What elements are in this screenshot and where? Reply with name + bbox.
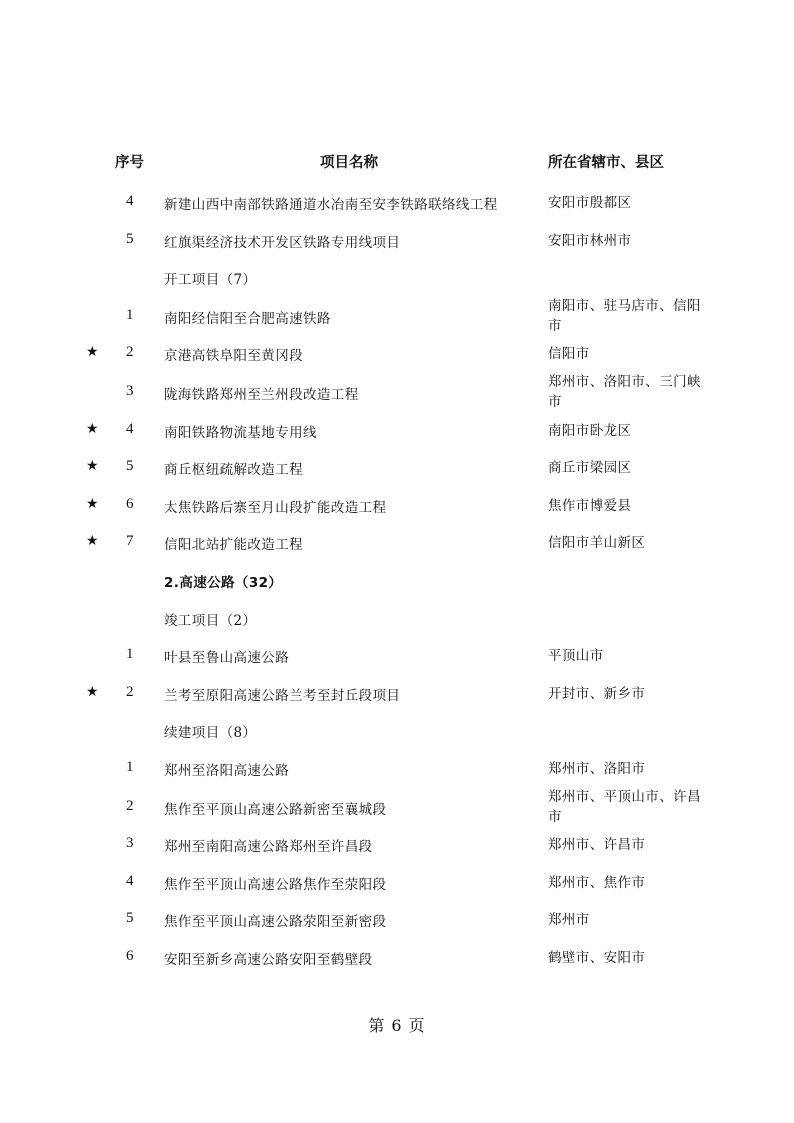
row-number: 1 (126, 306, 134, 323)
row-number: 2 (126, 344, 134, 361)
table-row (0, 712, 794, 750)
row-location: 郑州市 (548, 912, 590, 929)
row-project-name: 焦作至平顶山高速公路焦作至荥阳段 (164, 876, 387, 893)
star-icon: ★ (86, 683, 99, 700)
header-project-name: 项目名称 (320, 155, 378, 171)
row-project-name: 京港高铁阜阳至黄冈段 (164, 348, 303, 365)
row-project-name: 陇海铁路郑州至兰州段改造工程 (164, 386, 359, 403)
row-number: 4 (126, 193, 134, 209)
row-number: 2 (126, 683, 134, 700)
row-project-name: 南阳经信阳至合肥高速铁路 (164, 310, 331, 327)
star-icon: ★ (86, 458, 99, 475)
row-location: 开封市、新乡市 (548, 685, 646, 702)
row-location: 郑州市、洛阳市 (548, 760, 646, 777)
table-row (0, 939, 794, 977)
table-row (0, 675, 794, 713)
table-row (0, 487, 794, 525)
header-location: 所在省辖市、县区 (548, 155, 664, 171)
table-row (0, 788, 794, 827)
row-number: 6 (126, 495, 134, 512)
row-project-name: 红旗渠经济技术开发区铁路专用线项目 (164, 234, 401, 251)
table-row (0, 449, 794, 487)
row-number: 5 (126, 910, 134, 927)
table-row (0, 297, 794, 336)
row-location: 信阳市 (548, 346, 590, 363)
row-location: 南阳市卧龙区 (548, 422, 632, 439)
table-row (0, 184, 794, 222)
row-location: 商丘市梁园区 (548, 460, 632, 477)
row-project-name: 太焦铁路后寨至月山段扩能改造工程 (164, 499, 387, 516)
row-project-name: 焦作至平顶山高速公路新密至襄城段 (164, 801, 387, 818)
row-section-title: 2.高速公路（32） (164, 574, 283, 591)
table-row (0, 562, 794, 600)
table-row (0, 524, 794, 562)
row-number: 3 (126, 382, 134, 399)
table-row (0, 259, 794, 297)
row-project-name: 信阳北站扩能改造工程 (164, 537, 303, 554)
table-row (0, 864, 794, 902)
row-project-name: 郑州至洛阳高速公路 (164, 762, 290, 779)
row-number: 5 (126, 458, 134, 475)
row-number: 1 (126, 646, 134, 663)
header-seq: 序号 (115, 155, 144, 171)
row-location: 南阳市、驻马店市、信阳市 (548, 297, 701, 334)
row-project-name: 商丘枢纽疏解改造工程 (164, 462, 303, 479)
row-number: 7 (126, 533, 134, 550)
row-location: 郑州市、许昌市 (548, 837, 646, 854)
table-row (0, 412, 794, 450)
row-project-name: 焦作至平顶山高速公路荥阳至新密段 (164, 914, 387, 931)
row-project-name: 安阳至新乡高速公路安阳至鹤壁段 (164, 951, 373, 968)
row-location: 安阳市林州市 (548, 232, 632, 249)
row-subsection-title: 竣工项目（2） (164, 612, 257, 629)
row-project-name: 叶县至鲁山高速公路 (164, 650, 290, 667)
row-subsection-title: 开工项目（7） (164, 272, 257, 289)
row-number: 4 (126, 420, 134, 437)
star-icon: ★ (86, 420, 99, 437)
star-icon: ★ (86, 533, 99, 550)
table-row (0, 901, 794, 939)
row-location: 郑州市、洛阳市、三门峡市 (548, 373, 701, 410)
row-number: 5 (126, 230, 134, 247)
row-number: 4 (126, 872, 134, 889)
row-number: 2 (126, 797, 134, 814)
row-project-name: 南阳铁路物流基地专用线 (164, 424, 317, 441)
table-row (0, 335, 794, 373)
page-number: 第 6 页 (368, 1016, 426, 1035)
row-location: 郑州市、平顶山市、许昌市 (548, 788, 701, 825)
row-location: 郑州市、焦作市 (548, 874, 646, 891)
row-location: 焦作市博爱县 (548, 497, 632, 514)
project-table (0, 184, 794, 976)
row-number: 6 (126, 947, 134, 964)
star-icon: ★ (86, 344, 99, 361)
row-location: 安阳市殷都区 (548, 195, 632, 211)
table-row (0, 222, 794, 260)
table-row (0, 637, 794, 675)
row-location: 信阳市羊山新区 (548, 535, 646, 552)
row-project-name: 兰考至原阳高速公路兰考至封丘段项目 (164, 687, 401, 704)
table-row (0, 750, 794, 788)
row-number: 1 (126, 758, 134, 775)
star-icon: ★ (86, 495, 99, 512)
table-row (0, 826, 794, 864)
table-row (0, 600, 794, 638)
table-row (0, 373, 794, 412)
table-header (0, 148, 794, 174)
row-project-name: 新建山西中南部铁路通道水冶南至安李铁路联络线工程 (164, 197, 498, 213)
row-subsection-title: 续建项目（8） (164, 725, 257, 742)
row-location: 平顶山市 (548, 648, 604, 665)
row-number: 3 (126, 835, 134, 852)
row-project-name: 郑州至南阳高速公路郑州至许昌段 (164, 839, 373, 856)
row-location: 鹤壁市、安阳市 (548, 949, 646, 966)
